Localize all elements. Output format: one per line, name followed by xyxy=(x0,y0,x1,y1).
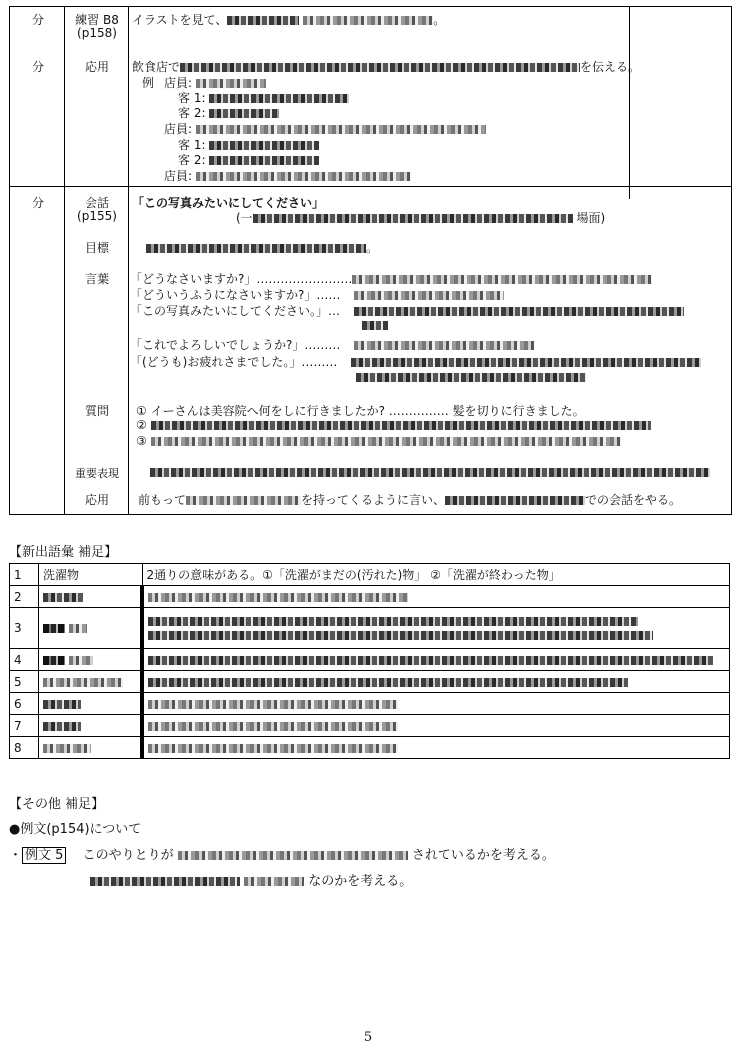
vocab-word xyxy=(39,608,143,649)
page-ref: (p158) xyxy=(77,26,117,40)
question-label: 質問 xyxy=(84,404,109,418)
minutes-label: 分 xyxy=(32,196,45,210)
example-line-2: なのかを考える。 xyxy=(90,870,412,889)
table-row xyxy=(10,693,730,715)
dialogue-line: 客 1: xyxy=(178,89,349,106)
vocab-word xyxy=(39,671,143,693)
phrase-line: 「この写真みたいにしてください。」… xyxy=(130,302,684,319)
table-row xyxy=(10,715,730,737)
page-ref: (p155) xyxy=(77,209,117,223)
row-number: 6 xyxy=(10,693,39,715)
vocab-word xyxy=(39,693,143,715)
dialogue-line: 店員: xyxy=(164,120,486,137)
vocab-meaning xyxy=(142,608,730,649)
vocab-meaning: 2通りの意味がある。①「洗濯がまだの(汚れた)物」 ②「洗濯が終わった物」 xyxy=(142,564,730,586)
apply-label: 応用 xyxy=(84,493,109,507)
vocab-word xyxy=(39,715,143,737)
example-label: 例 xyxy=(142,76,155,90)
vocab-meaning xyxy=(142,649,730,671)
vocab-meaning xyxy=(142,693,730,715)
vocab-word: 洗濯物 xyxy=(39,564,143,586)
vocab-meaning xyxy=(142,715,730,737)
apply-text: 前もって を持ってくるように言い、 での会話をやる。 xyxy=(138,493,682,507)
goal-label: 目標 xyxy=(84,241,109,255)
minutes-label: 分 xyxy=(32,60,45,74)
vocab-table xyxy=(9,563,730,759)
phrase-line: 「(どうも)お疲れさまでした。」……… xyxy=(130,353,701,370)
phrase-continuation xyxy=(362,318,388,332)
goal-text: 。 xyxy=(146,239,378,256)
vocab-word xyxy=(39,586,143,608)
question-2: ② xyxy=(136,418,651,432)
plan-section-conversation xyxy=(10,187,731,514)
plan-section-practice xyxy=(10,7,731,187)
phrase-continuation xyxy=(356,370,586,384)
activity-text: イラストを見て、 。 xyxy=(132,13,446,27)
dialogue-line: 客 2: xyxy=(178,104,279,121)
row-number: 5 xyxy=(10,671,39,693)
table-row xyxy=(10,671,730,693)
example-line-1: ・ 例文 5 このやりとりが されているかを考える。 xyxy=(9,848,555,863)
table-row xyxy=(10,608,730,649)
other-heading: 【その他 補足】 xyxy=(9,797,105,812)
lesson-plan-table xyxy=(9,6,732,515)
minutes-label: 分 xyxy=(32,13,45,27)
vocab-meaning xyxy=(142,737,730,759)
key-expression-label: 重要表現 xyxy=(75,467,119,480)
dialogue-line: 店員: xyxy=(164,74,266,91)
table-row xyxy=(10,737,730,759)
row-number: 4 xyxy=(10,649,39,671)
example-sentence-note: ●例文(p154)について xyxy=(9,822,142,837)
activity-text: 飲食店で を伝える。 xyxy=(132,60,641,74)
example-box: 例文 5 xyxy=(22,847,66,864)
dialogue-line: 店員: xyxy=(164,167,411,184)
conversation-title: 「この写真みたいにしてください」 xyxy=(132,196,325,210)
phrase-line: 「どうなさいますか?」…………………… xyxy=(130,270,652,287)
stage-label: 会話 xyxy=(84,196,109,210)
row-number: 2 xyxy=(10,586,39,608)
words-label: 言葉 xyxy=(84,272,109,286)
scene-description: (一 場面) xyxy=(236,211,606,225)
vocab-meaning xyxy=(142,586,730,608)
page-number: 5 xyxy=(363,1030,373,1045)
row-number: 3 xyxy=(10,608,39,649)
vocab-word xyxy=(39,737,143,759)
dialogue-line: 客 1: xyxy=(178,136,319,153)
table-row xyxy=(10,586,730,608)
vocab-meaning xyxy=(142,671,730,693)
question-3: ③ xyxy=(136,434,621,448)
row-number: 7 xyxy=(10,715,39,737)
phrase-line: 「どういうふうになさいますか?」…… xyxy=(130,286,504,303)
row-number: 1 xyxy=(10,564,39,586)
question-1: ① イーさんは美容院へ何をしに行きましたか? …………… 髪を切りに行きました。 xyxy=(136,404,585,418)
table-row xyxy=(10,564,730,586)
key-expression-text xyxy=(150,465,710,479)
stage-label: 練習 B8 xyxy=(75,13,119,27)
vocab-word xyxy=(39,649,143,671)
phrase-line: 「これでよろしいでしょうか?」……… xyxy=(130,336,534,353)
table-row xyxy=(10,649,730,671)
dialogue-line: 客 2: xyxy=(178,151,319,168)
vocab-heading: 【新出語彙 補足】 xyxy=(9,545,118,560)
stage-label: 応用 xyxy=(84,60,109,74)
row-number: 8 xyxy=(10,737,39,759)
